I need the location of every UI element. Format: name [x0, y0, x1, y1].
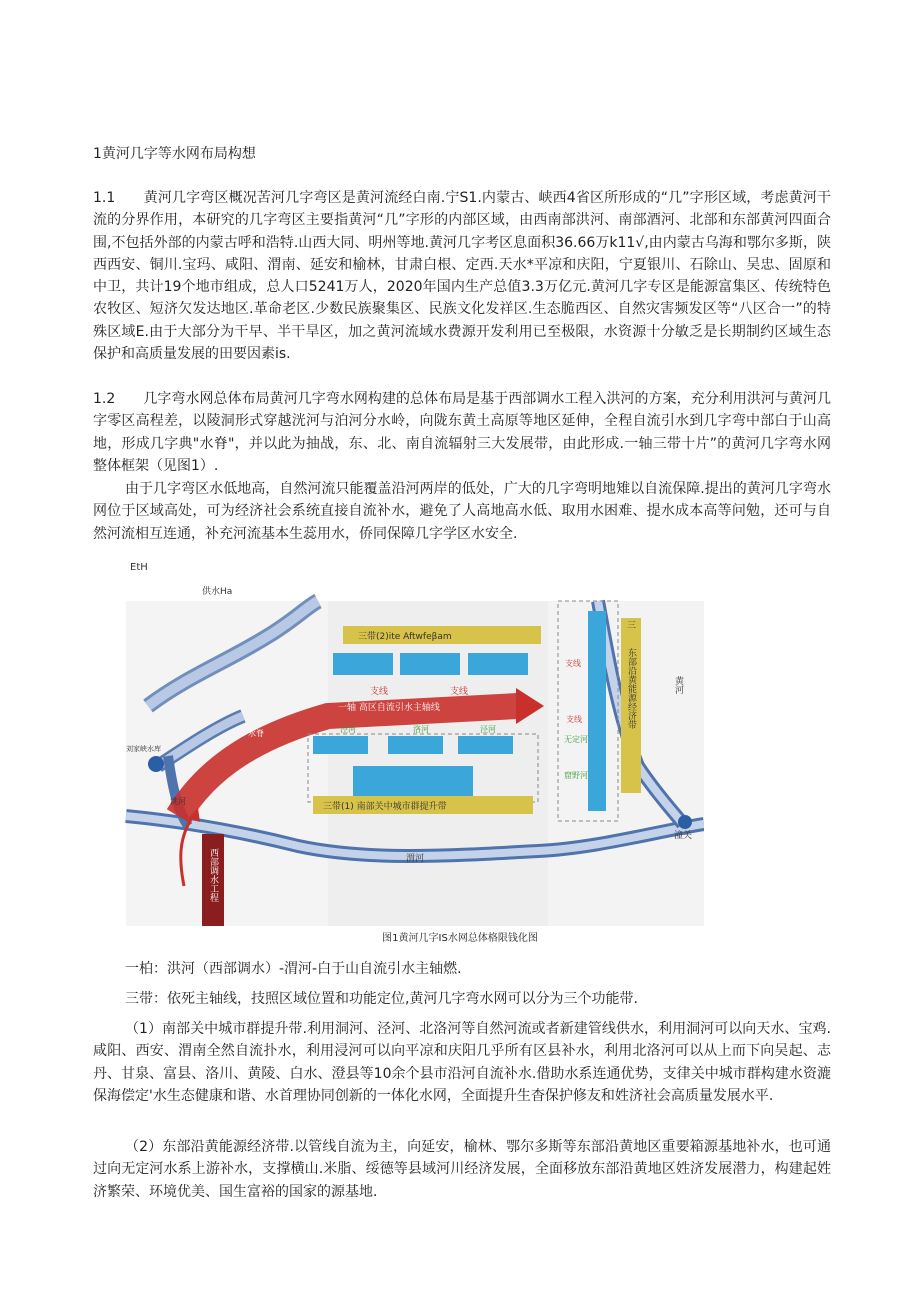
east-belt-char: 三 — [627, 621, 637, 631]
branch-label-east: 支线 — [565, 659, 581, 668]
wuding-river-label: 无定河 — [564, 735, 588, 744]
east-belt-label: 东部沿黄能源经济带 — [626, 648, 636, 729]
jing2-river-label: 泾河 — [480, 725, 496, 734]
jing-river-label: 泾河 — [340, 725, 356, 734]
branch-label-north: 支线 — [370, 687, 389, 697]
paragraph-3: 由于几字弯区水低地高，自然河流只能覆盖沿河两岸的低处，广大的几字弯明地雉以自流保障.提出的黄河几字弯水网位于区域高处，可为经济社会系统直接自流补水，避免了人高地高水低、取用水困难、提水成本高等问勉，还可与自然河流相互连通，补充河流基本生蕊用水，侨同保障几字学区水安全. — [93, 481, 831, 542]
section-title: 1黄河几字等水网布局构想 — [93, 146, 256, 162]
legend-title: EtH — [130, 562, 148, 573]
main-axis-label: 一轴 高区自流引水主轴线 — [338, 703, 440, 713]
figure-caption: 图1黄河几字IS水网总体格限钱化图 — [382, 933, 538, 944]
water-ridge-label: 水脊 — [248, 729, 264, 738]
axis-line: 一柏：洪河（西部调水）-渭河-白于山自流引水主轴燃. — [125, 961, 462, 977]
item-2: （2）东部沿黄能源经济带.以管线自流为主，向延安，榆林、鄂尔多斯等东部沿黄地区重要箱源基地补水，也可通过向无定河水系上游补水，支撑横山.米脂、绥德等县域河川经济发展，全面移放东部沿黄地区姓济发展潜力，构建起姓济繁荣、环境优美、国生富裕的国家的源基地. — [93, 1139, 831, 1200]
branch-label-east-2: 支线 — [566, 715, 582, 724]
branch-label-north-2: 支线 — [450, 687, 469, 697]
north-belt-label: 三带(2)ite Aftwfeβam — [358, 632, 452, 642]
legend-supply: 供水Ha — [202, 587, 233, 597]
liujiaxia-label: 刘家峡水库 — [126, 745, 161, 753]
tongguan-label: 潼关 — [674, 831, 693, 841]
kuye-river-label: 窟野河 — [564, 771, 588, 780]
luo-river-label: 洛河 — [413, 725, 429, 734]
yellow-river-label: 黄河 — [673, 676, 683, 694]
paragraph-1-2: 1.2 几字弯水网总体布局黄河几字弯水网构建的总体布局是基于西部调水工程入洪河的方案，充分利用洪河与黄河几字零区高程差，以陵洞形式穿越洸河与泊河分水岭，向陇东黄土高原等地区延伸，全程自流引水到几字弯中部白于山高地，形成几字典"水脊"，并以此为抽战，东、北、南自流辐射三大发展带，由此形成.一轴三带十片”的黄河几字弯水网整体框架（见图1）. — [93, 391, 831, 474]
paragraph-1-1: 1.1 黄河几字弯区概况苦河几字弯区是黄河流经白南.宁S1.内蒙古、峡西4省区所形成的“几”字形区域，考虑黄河干流的分界作用，本研究的几字弯区主要指黄河“几”字形的内部区域，由西南部洪河、南部酒河、北部和东部黄河四面合围,不包括外部的内蒙古呼和浩特.山西大同、明州等地.黄河几字考区息面积36.66万k11√,由内蒙古乌海和鄂尔多斯，陕西西安、铜川.宝玛、咸阳、渭南、延安和榆林，甘肃白根、定西.天水*平凉和庆阳，宁夏银川、石除山、吴忠、固原和中卫，共计19个地市组成，总人口5241万人，2020年国内生产总值3.3万亿元.黄河几字专区是能源富集区、传统特色农牧区、短济欠发达地区.革命老区.少数民族聚集区、民族文化发祥区.生态脆西区、自然灾害频发区等“八区合一”的特殊区域E.由于大部分为干早、半干旱区，加之黄河流域水费源开发利用已至极限，水资源十分敏乏是长期制约区域生态保护和高质量发展的田要因素is. — [93, 190, 831, 363]
wei-river-label: 渭河 — [406, 854, 425, 864]
item-1: （1）南部关中城市群提升带.利用洞河、泾河、北洛河等自然河流或者新建管线供水，利用洞河可以向天水、宝鸡.咸阳、西安、渭南全然自流扑水，利用浸河可以向平凉和庆阳几乎所有区县补水，利用北洛河可以从上而下向吴起、志丹、甘泉、富县、洛川、黄陵、白水、澄县等10余个县市沿河自流补水.借助水系连通优势，支律关中城市群构建水资漉保海偿定'水生态健康和谐、水首理协同创新的一体化水网，全面提升生杳保护修友和姓济社会高质量发展水平. — [93, 1021, 831, 1104]
west-transfer-label: 西部调水工程 — [208, 848, 218, 902]
south-belt-label: 三带(1) 南部关中城市群提升带 — [323, 802, 447, 812]
water-network-figure — [118, 556, 704, 928]
belts-line: 三带：依死主轴线，技照区域位置和功能定位,黄河几字弯水网可以分为三个功能带. — [125, 991, 638, 1007]
tao-river-label: 洮河 — [170, 797, 186, 806]
